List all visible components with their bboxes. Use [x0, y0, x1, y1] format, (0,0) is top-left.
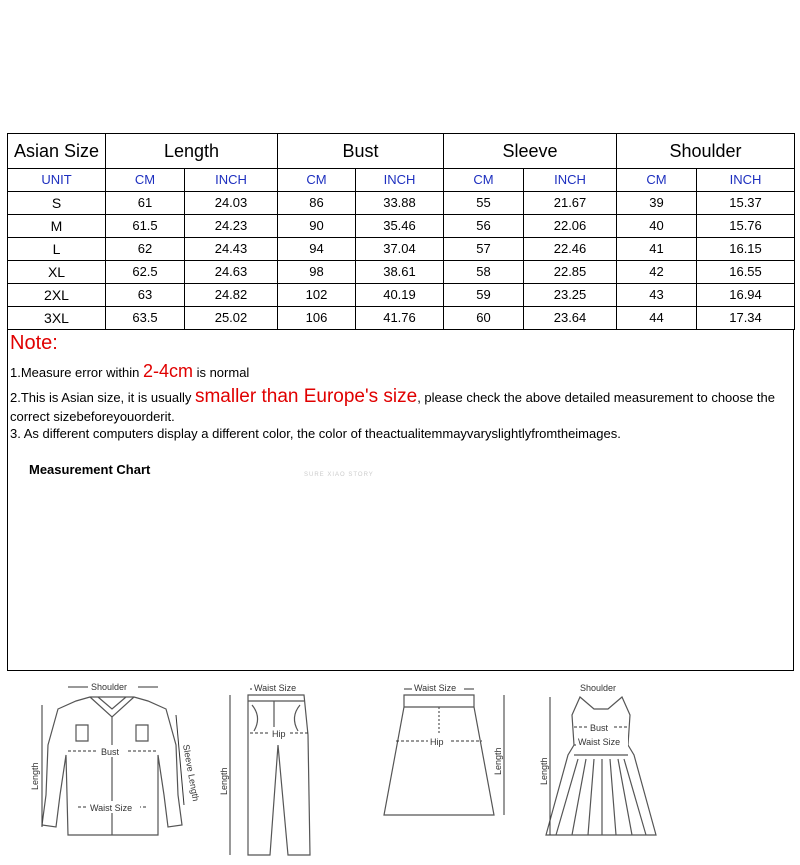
- table-cell: 15.37: [697, 192, 795, 215]
- table-row: [8, 284, 795, 307]
- table-header-row: [8, 134, 795, 169]
- table-cell: 62.5: [106, 261, 185, 284]
- table-row: [8, 307, 795, 330]
- size-cell: 2XL: [8, 284, 106, 307]
- table-cell: 61: [106, 192, 185, 215]
- notes-box: [7, 330, 794, 813]
- table-cell: 22.06: [524, 215, 617, 238]
- table-cell: 17.34: [697, 307, 795, 330]
- length-header: Length: [106, 134, 278, 169]
- table-row: [8, 261, 795, 284]
- dress-waist-label: Waist Size: [578, 737, 621, 747]
- table-cell: 23.25: [524, 284, 617, 307]
- table-cell: 63: [106, 284, 185, 307]
- note-text: , please check the above detailed measurement to choose the correct sizebeforeyouorderit.: [10, 390, 775, 424]
- size-cell: XL: [8, 261, 106, 284]
- table-row: [8, 192, 795, 215]
- table-cell: 23.64: [524, 307, 617, 330]
- dress-shoulder-label: Shoulder: [580, 683, 617, 693]
- table-cell: 58: [444, 261, 524, 284]
- unit-cell: INCH: [697, 169, 795, 192]
- shirt-waist-label: Waist Size: [90, 803, 133, 813]
- note-highlight: 2-4cm: [142, 361, 193, 381]
- pants-length-label: Length: [219, 767, 229, 795]
- note-text: 1.Measure error within: [10, 365, 143, 380]
- table-cell: 44: [617, 307, 697, 330]
- table-cell: 15.76: [697, 215, 795, 238]
- table-cell: 24.03: [185, 192, 278, 215]
- table-cell: 40.19: [356, 284, 444, 307]
- unit-cell: INCH: [524, 169, 617, 192]
- table-cell: 24.82: [185, 284, 278, 307]
- note-line-1: [10, 362, 790, 382]
- table-cell: 57: [444, 238, 524, 261]
- watermark: SURE XIAO STORY: [304, 472, 374, 478]
- pants-waist-label: Waist Size: [254, 683, 297, 693]
- table-cell: 33.88: [356, 192, 444, 215]
- table-cell: 63.5: [106, 307, 185, 330]
- skirt-hip-label: Hip: [430, 737, 444, 747]
- table-cell: 42: [617, 261, 697, 284]
- shirt-sleeve-label: Sleeve Length: [181, 743, 201, 803]
- table-cell: 102: [278, 284, 356, 307]
- table-cell: 16.15: [697, 238, 795, 261]
- table-cell: 21.67: [524, 192, 617, 215]
- pants-diagram: [208, 675, 318, 865]
- table-cell: 37.04: [356, 238, 444, 261]
- shoulder-header: Shoulder: [617, 134, 795, 169]
- table-cell: 106: [278, 307, 356, 330]
- table-cell: 86: [278, 192, 356, 215]
- table-cell: 59: [444, 284, 524, 307]
- table-cell: 55: [444, 192, 524, 215]
- sleeve-header: Sleeve: [444, 134, 617, 169]
- note-text: 2.This is Asian size, it is usually: [10, 390, 195, 405]
- table-cell: 38.61: [356, 261, 444, 284]
- size-table: [7, 133, 795, 330]
- note-line-2: [10, 387, 790, 426]
- size-column-header: Asian Size: [8, 134, 106, 169]
- table-cell: 41.76: [356, 307, 444, 330]
- unit-cell: CM: [444, 169, 524, 192]
- unit-cell: CM: [617, 169, 697, 192]
- shirt-length-label: Length: [30, 762, 40, 790]
- unit-cell: INCH: [185, 169, 278, 192]
- table-cell: 98: [278, 261, 356, 284]
- table-cell: 24.63: [185, 261, 278, 284]
- unit-cell: CM: [106, 169, 185, 192]
- note-text: is normal: [192, 365, 250, 380]
- note-title: Note:: [10, 332, 58, 354]
- table-cell: 90: [278, 215, 356, 238]
- unit-cell: INCH: [356, 169, 444, 192]
- table-cell: 16.55: [697, 261, 795, 284]
- skirt-length-label: Length: [493, 747, 503, 775]
- size-cell: M: [8, 215, 106, 238]
- measurement-chart-title: Measurement Chart: [29, 462, 151, 477]
- table-cell: 22.46: [524, 238, 617, 261]
- table-cell: 56: [444, 215, 524, 238]
- table-cell: 94: [278, 238, 356, 261]
- shirt-shoulder-label: Shoulder: [91, 682, 128, 692]
- table-cell: 40: [617, 215, 697, 238]
- size-cell: S: [8, 192, 106, 215]
- unit-row: [8, 169, 795, 192]
- dress-bust-label: Bust: [590, 723, 609, 733]
- dress-diagram: [536, 675, 666, 855]
- unit-cell: CM: [278, 169, 356, 192]
- note-highlight: smaller than Europe's size: [194, 386, 418, 407]
- table-cell: 22.85: [524, 261, 617, 284]
- note-line-3: 3. As different computers display a different color, the color of theactualitemmayvaryslightlyfromtheimages.: [10, 426, 621, 441]
- table-cell: 41: [617, 238, 697, 261]
- table-cell: 24.23: [185, 215, 278, 238]
- dress-length-label: Length: [539, 757, 549, 785]
- table-cell: 16.94: [697, 284, 795, 307]
- unit-label: UNIT: [8, 169, 106, 192]
- table-cell: 43: [617, 284, 697, 307]
- table-cell: 39: [617, 192, 697, 215]
- table-cell: 24.43: [185, 238, 278, 261]
- size-cell: L: [8, 238, 106, 261]
- table-cell: 35.46: [356, 215, 444, 238]
- table-cell: 25.02: [185, 307, 278, 330]
- skirt-waist-label: Waist Size: [414, 683, 457, 693]
- shirt-bust-label: Bust: [101, 747, 120, 757]
- table-row: [8, 238, 795, 261]
- shirt-diagram: [28, 675, 201, 855]
- table-row: [8, 215, 795, 238]
- pants-hip-label: Hip: [272, 729, 286, 739]
- size-chart-sheet: [7, 133, 794, 813]
- table-cell: 62: [106, 238, 185, 261]
- table-cell: 60: [444, 307, 524, 330]
- table-cell: 61.5: [106, 215, 185, 238]
- bust-header: Bust: [278, 134, 444, 169]
- skirt-diagram: [366, 675, 516, 835]
- size-cell: 3XL: [8, 307, 106, 330]
